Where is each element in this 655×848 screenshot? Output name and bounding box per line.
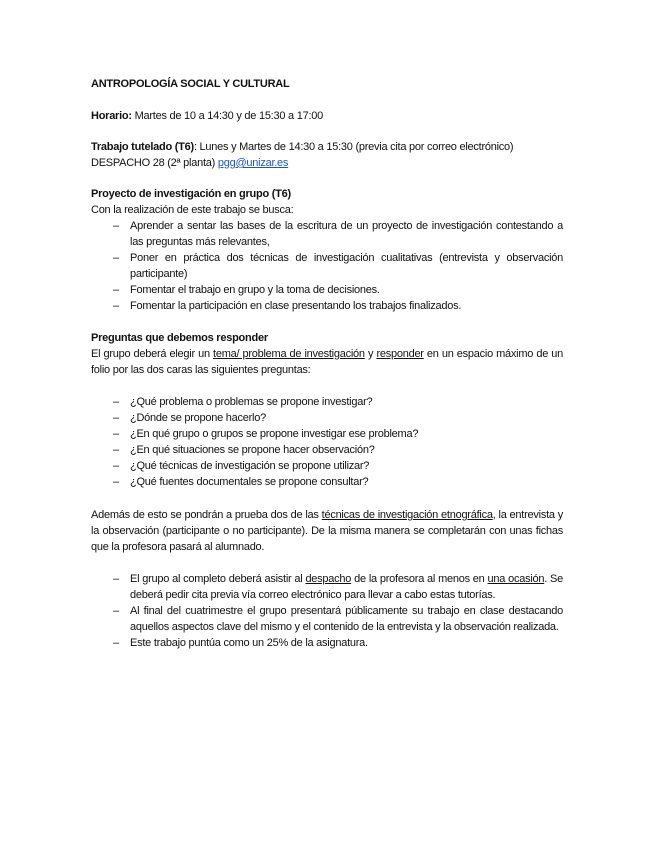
dash-bullet: –	[113, 284, 119, 296]
underlined-text: una ocasión	[487, 573, 545, 585]
proyecto-intro: Con la realización de este trabajo se busca:	[91, 204, 294, 216]
tutelado-block	[91, 139, 563, 171]
underlined-text: tema/ problema de investigación	[213, 348, 365, 360]
horario-label: Horario:	[91, 110, 132, 122]
list-item-text: Poner en práctica dos técnicas de investigación cualitativas (entrevista y observación participante)	[130, 252, 563, 280]
underlined-text: técnicas de investigación etnográfica	[321, 509, 493, 521]
text: y	[364, 348, 377, 360]
text: Además de esto se pondrán a prueba dos de las	[91, 509, 322, 521]
list-item-text: Fomentar la participación en clase presentando los trabajos finalizados.	[130, 300, 462, 312]
preguntas-section	[91, 330, 563, 490]
proyecto-list	[91, 218, 563, 314]
tutelado-text: : Lunes y Martes de 14:30 a 15:30 (previa cita por correo electrónico)	[193, 141, 514, 153]
list-item-text: Fomentar el trabajo en grupo y la toma de decisiones.	[130, 284, 380, 296]
dash-bullet: –	[113, 460, 119, 472]
horario-line	[91, 108, 563, 124]
list-item-text: ¿En qué situaciones se propone hacer observación?	[130, 444, 375, 456]
tutelado-label: Trabajo tutelado (T6)	[91, 141, 194, 153]
underlined-text: responder	[376, 348, 424, 360]
preguntas-list	[91, 394, 563, 490]
dash-bullet: –	[113, 252, 119, 264]
document-title: ANTROPOLOGÍA SOCIAL Y CULTURAL	[91, 78, 290, 90]
horario-text: Martes de 10 a 14:30 y de 15:30 a 17:00	[131, 110, 323, 122]
list-item-text: ¿En qué grupo o grupos se propone investigar ese problema?	[130, 428, 419, 440]
underlined-text: despacho	[305, 573, 352, 585]
final-section	[91, 571, 563, 651]
list-item-text: Este trabajo puntúa como un 25% de la asignatura.	[130, 637, 368, 649]
ademas-paragraph	[91, 507, 563, 555]
dash-bullet: –	[113, 605, 119, 617]
dash-bullet: –	[113, 300, 119, 312]
list-item	[91, 442, 563, 458]
list-item-text: ¿Qué técnicas de investigación se propone utilizar?	[130, 460, 370, 472]
preguntas-paragraph	[91, 346, 563, 378]
text: en un espacio máximo de un folio por las dos caras las siguientes preguntas:	[91, 348, 563, 376]
list-item	[91, 571, 563, 603]
list-item-text: ¿Qué problema o problemas se propone investigar?	[130, 396, 373, 408]
list-item	[91, 218, 563, 250]
dash-bullet: –	[113, 220, 119, 232]
list-item-text: Al final del cuatrimestre el grupo presentará públicamente su trabajo en clase destacando aquellos aspectos clave del mismo y el contenido de la entrevista y la observación realizada.	[130, 605, 563, 633]
text: de la profesora al menos en	[351, 573, 488, 585]
dash-bullet: –	[113, 396, 119, 408]
list-item	[91, 410, 563, 426]
dash-bullet: –	[113, 637, 119, 649]
list-item	[91, 282, 563, 298]
dash-bullet: –	[113, 444, 119, 456]
dash-bullet: –	[113, 573, 119, 585]
dash-bullet: –	[113, 428, 119, 440]
dash-bullet: –	[113, 476, 119, 488]
list-item	[91, 250, 563, 282]
list-item	[91, 394, 563, 410]
proyecto-heading: Proyecto de investigación en grupo (T6)	[91, 188, 291, 200]
list-item	[91, 474, 563, 490]
list-item-text: ¿Dónde se propone hacerlo?	[130, 412, 266, 424]
email-link[interactable]: pgg@unizar.es	[217, 157, 289, 169]
final-list	[91, 571, 563, 651]
list-item	[91, 426, 563, 442]
list-item-text: ¿Qué fuentes documentales se propone consultar?	[130, 476, 369, 488]
list-item-text: Aprender a sentar las bases de la escritura de un proyecto de investigación contestando a las preguntas más relevantes,	[130, 220, 563, 248]
proyecto-section	[91, 186, 563, 314]
text: El grupo deberá elegir un	[91, 348, 214, 360]
list-item	[91, 635, 563, 651]
list-item	[91, 603, 563, 635]
text: El grupo al completo deberá asistir al	[130, 573, 306, 585]
preguntas-heading: Preguntas que debemos responder	[91, 332, 268, 344]
text: , la entrevista y la observación (participante o no participante). De la misma manera se completarán con unas fichas que la profesora pasará al alumnado.	[91, 509, 563, 553]
list-item	[91, 298, 563, 314]
text: . Se deberá pedir cita previa vía correo electrónico para llevar a cabo estas tutorías.	[130, 573, 563, 601]
dash-bullet: –	[113, 412, 119, 424]
list-item	[91, 458, 563, 474]
despacho-text: DESPACHO 28 (2ª planta)	[91, 157, 218, 169]
